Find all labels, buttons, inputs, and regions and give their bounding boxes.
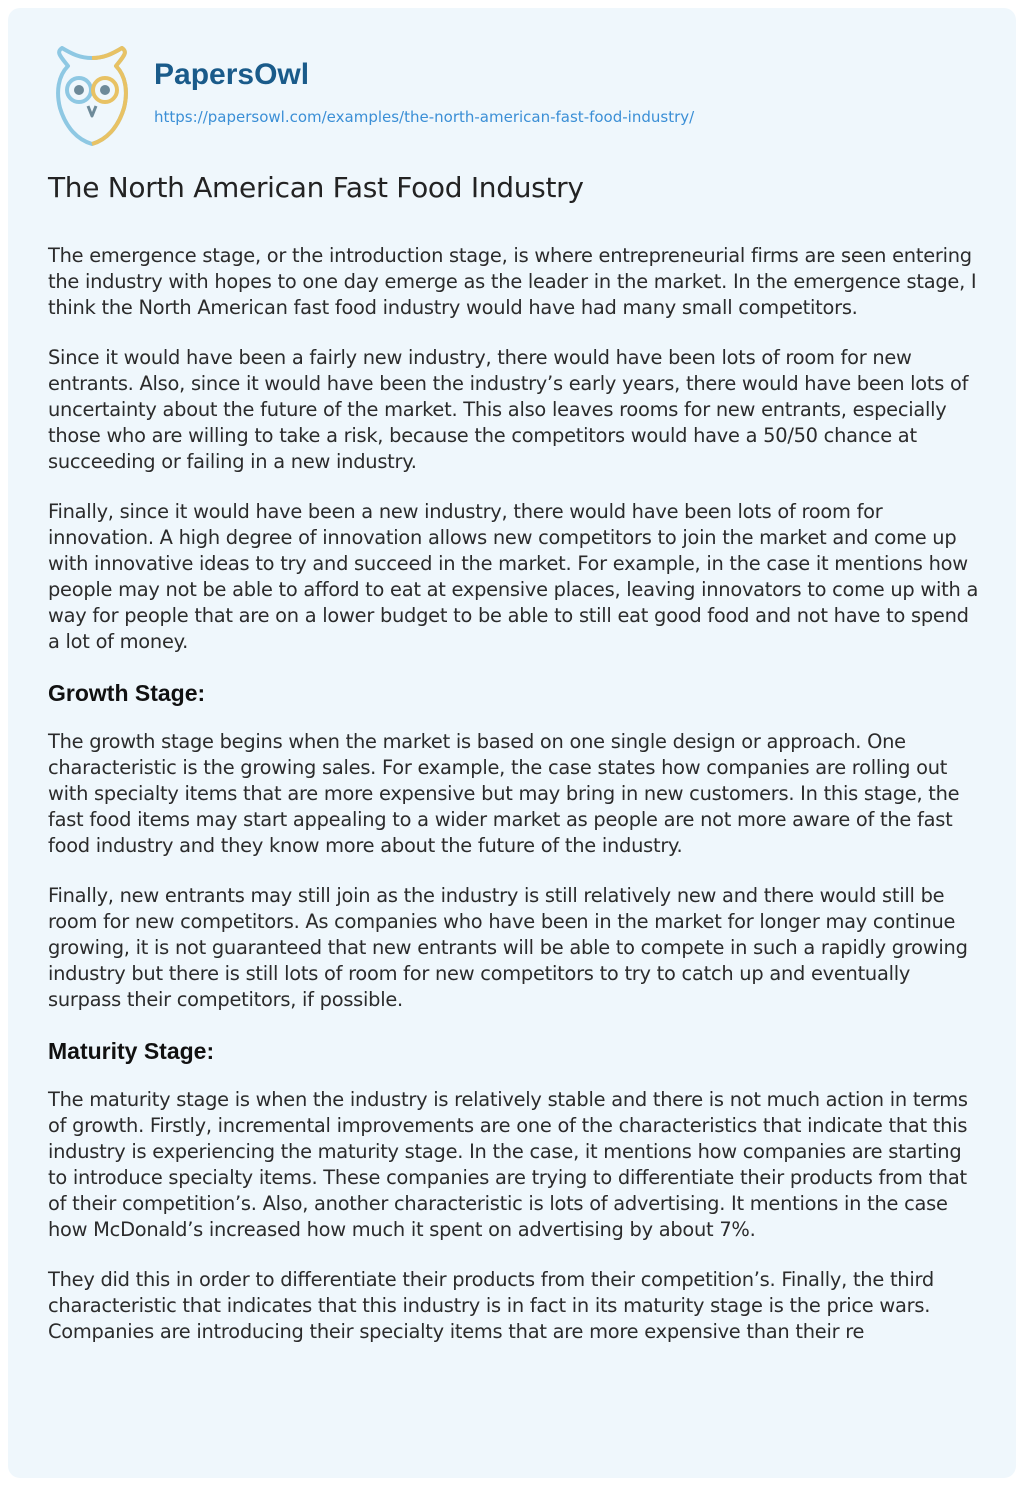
page-title: The North American Fast Food Industry: [48, 171, 584, 204]
article-body: [48, 243, 982, 1369]
paragraph: The maturity stage is when the industry is relatively stable and there is not much action in terms of growth. Firstly, incremental improvements are one of the characteristics that indicate that this industry is experiencing the maturity stage. In the case, it mentions how companies are starting to introduce specialty items. These companies are trying to differentiate their products from that of their competition’s. Also, another characteristic is lots of advertising. It mentions in the case how McDonald’s increased how much it spent on advertising by about 7%.: [48, 1088, 968, 1241]
paragraph: The growth stage begins when the market is based on one single design or approach. One characteristic is the growing sales. For example, the case states how companies are rolling out with specialty items that are more expensive but may bring in new customers. In this stage, the fast food items may start appealing to a wider market as people are not more aware of the fast food industry and they know more about the future of the industry.: [48, 730, 960, 857]
paragraph: The emergence stage, or the introduction stage, is where entrepreneurial firms are seen entering the industry with hopes to one day emerge as the leader in the market. In the emergence stage, I think the North American fast food industry would have had many small competitors.: [48, 244, 977, 319]
paragraph: They did this in order to differentiate their products from their competition’s. Finally, the third characteristic that indicates that this industry is in fact in its maturity stage is the price wars. Companies are introducing their specialty items that are more expensive than their re: [48, 1268, 934, 1343]
paragraph: Finally, new entrants may still join as the industry is still relatively new and there would still be room for new competitors. As companies who have been in the market for longer may continue growing, it is not guaranteed that new entrants will be able to compete in such a rapidly growing industry but there is still lots of room for new competitors to try to catch up and eventually surpass their competitors, if possible.: [48, 884, 968, 1011]
paragraph: Since it would have been a fairly new industry, there would have been lots of room for new entrants. Also, since it would have been the industry’s early years, there would have been lots of uncertainty about the future of the market. This also leaves rooms for new entrants, especially those who are willing to take a risk, because the competitors would have a 50/50 chance at succeeding or failing in a new industry.: [48, 346, 969, 473]
owl-logo-icon: [52, 46, 132, 146]
section-heading: Growth Stage:: [48, 680, 206, 706]
header: [52, 38, 972, 148]
section-heading: Maturity Stage:: [48, 1038, 215, 1064]
source-url-link[interactable]: https://papersowl.com/examples/the-north-american-fast-food-industry/: [154, 108, 695, 126]
document-page: [8, 8, 1016, 1478]
paragraph: Finally, since it would have been a new industry, there would have been lots of room for innovation. A high degree of innovation allows new competitors to join the market and come up with innovative ideas to try and succeed in the market. For example, in the case it mentions how people may not be able to afford to eat at expensive places, leaving innovators to come up with a way for people that are on a lower budget to be able to still eat good food and not have to spend a lot of money.: [48, 500, 979, 653]
brand-name: PapersOwl: [154, 58, 310, 91]
